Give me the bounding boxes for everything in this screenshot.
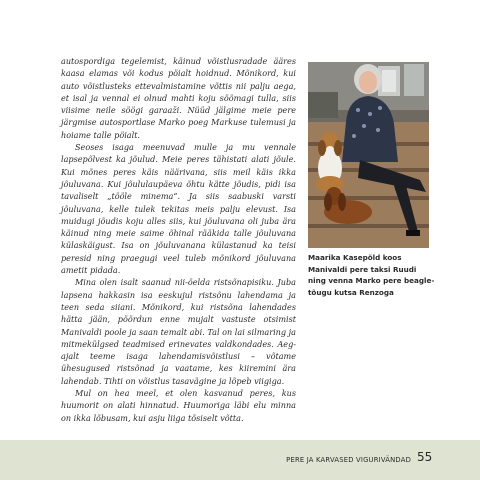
article-paragraph-4: Mul on hea meel, et olen kasvanud peres, kus huumorit on alati hinnatud. Huumoriga läbi elu minna on ikka lõbusam, kui asju liiga tõsiselt võtta.	[61, 388, 296, 423]
page-number: 55	[417, 450, 433, 464]
photo-woman-with-dogs	[308, 62, 429, 248]
photo-caption: Maarika Kasepõld koos Manivaldi pere taksi Ruudi ning venna Marko pere beagle-tõugu kutsa Renzoga	[308, 253, 435, 297]
article-paragraph-2: Seoses isaga meenuvad mulle ja mu vennale lapsepõlvest ka jõulud. Meie peres tähistati alati jõule. Kui mõnes peres käis näärivana, siis meil käis ikka jõuluvana. Kui jõululaupäeva õhtu kätte jõudis, pidi isa tavaliselt „tööle minema“. Ja siis saabuski varsti jõuluvana, kelle tulek tekitas meis palju elevust. Isa muidugi jõudis koju alles siis, kui jõuluvana oli juba ära käinud ning meie saime õhinal rääkida talle jõuluvana külaskäigust. Isa on jõuluvanana külastanud ka teisi peresid ning praegugi veel tuleb mõnikord jõuluvana ametit pidada.	[61, 142, 296, 276]
article-body	[61, 55, 296, 424]
running-footer-title: PERE JA KARVASED VIGURIVÄNDAD	[286, 456, 411, 464]
article-paragraph-3: Mina olen isalt saanud nii-öelda ristsõnapisiku. Juba lapsena hakkasin isa eeskujul ristsõnu lahendama ja teen seda siiani. Mõnikord, kui ristsõna lahendades hätta jään, pöördun enne mujalt vastuste otsimist Manivaldi poole ja saan temalt abi. Tal on lai silmaring ja mitmekülgsed teadmised erinevates valdkondades. Aeg-ajalt teeme isaga lahendamisvõistlusi – võtame ühesugused ristsõnad ja vaatame, kes kiiremini ära lahendab. Tihti on võistlus tasavägine ja lõpeb viigiga.	[61, 277, 296, 386]
photo-illustration	[308, 62, 429, 248]
article-paragraph-1: autospordiga tegelemist, käinud võistlusradade ääres kaasa elamas või kodus pöialt hoidnud. Mõnikord, kui auto võistlusteks ettevalmistamine võttis nii palju aega, et isal ja vennal ei olnud mahti koju söömagi tulla, siis viisime neile söögi garaaži. Nüüd jälgime meie pere järgmise autosportlase Marko poeg Markuse tulemusi ja hoiame talle pöialt.	[61, 56, 296, 140]
